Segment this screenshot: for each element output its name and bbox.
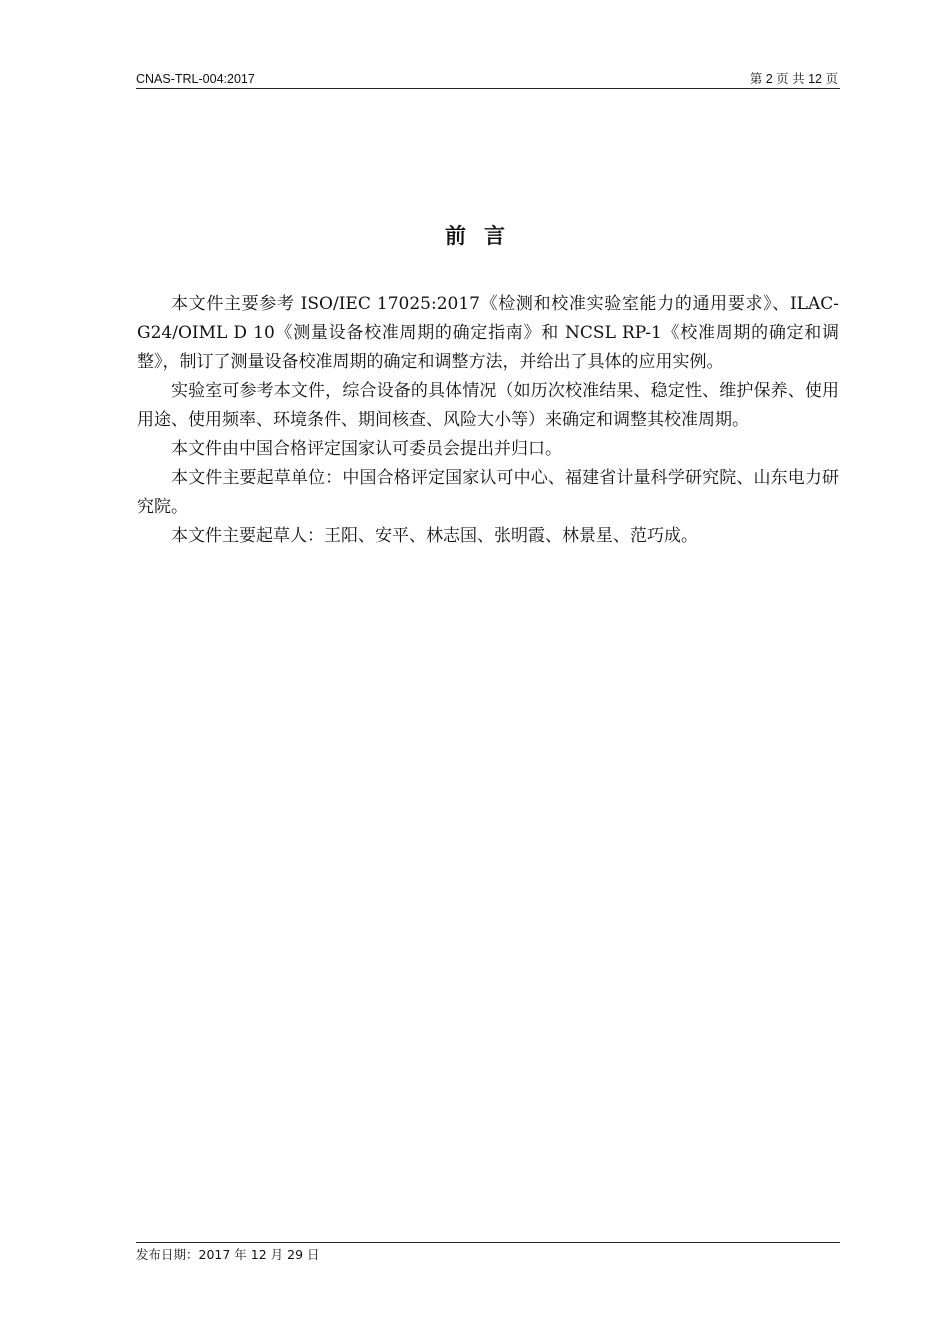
paragraph-usage: 实验室可参考本文件，综合设备的具体情况（如历次校准结果、稳定性、维护保养、使用用途、使用频率、环境条件、期间核查、风险大小等）来确定和调整其校准周期。	[137, 381, 839, 430]
paragraph-proposer: 本文件由中国合格评定国家认可委员会提出并归口。	[171, 439, 562, 459]
paragraph-drafting-units: 本文件主要起草单位：中国合格评定国家认可中心、福建省计量科学研究院、山东电力研究院。	[137, 468, 839, 517]
issue-date: 发布日期：2017 年 12 月 29 日	[136, 1247, 320, 1262]
page-footer	[136, 1242, 840, 1263]
page-header	[136, 70, 840, 89]
page-number: 第 2 页 共 12 页	[749, 72, 838, 86]
paragraph-references: 本文件主要参考 ISO/IEC 17025:2017《检测和校准实验室能力的通用要求》、ILAC-G24/OIML D 10《测量设备校准周期的确定指南》和 NCSL RP-1《校准周期的确定和调整》，制订了测量设备校准周期的确定和调整方法，并给出了具体的应用实例。	[137, 294, 839, 372]
document-id: CNAS-TRL-004:2017	[136, 72, 255, 86]
section-title: 前言	[445, 223, 523, 248]
paragraph-drafters: 本文件主要起草人：王阳、安平、林志国、张明霞、林景星、范巧成。	[171, 526, 698, 546]
foreword-body	[137, 290, 839, 551]
